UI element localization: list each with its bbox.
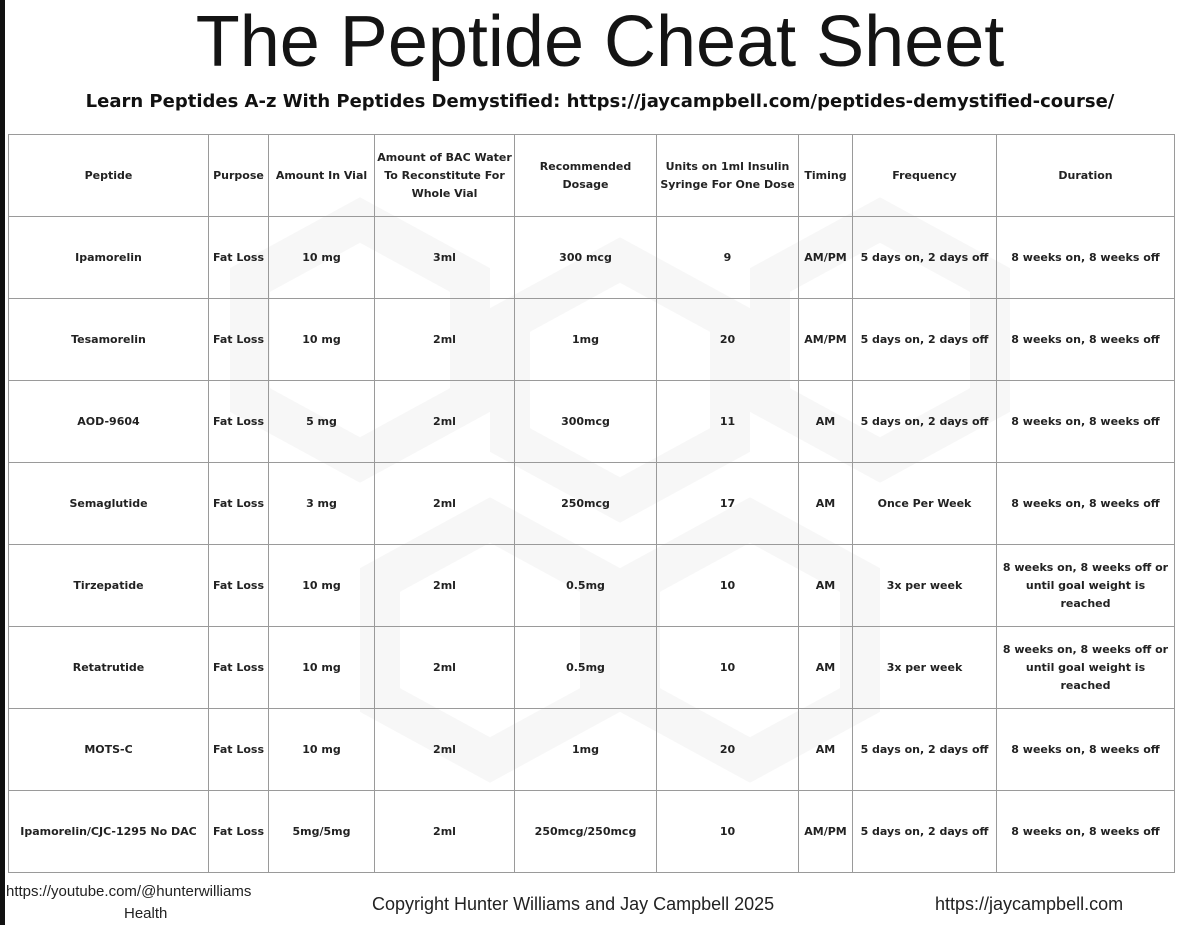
cell-frequency: 5 days on, 2 days off <box>853 381 997 463</box>
cell-units: 10 <box>657 545 799 627</box>
table-row <box>9 545 1175 627</box>
header-peptide: Peptide <box>9 135 209 217</box>
cell-dosage: 1mg <box>515 299 657 381</box>
header-bac-water: Amount of BAC Water To Reconstitute For Whole Vial <box>375 135 515 217</box>
cell-frequency: 5 days on, 2 days off <box>853 791 997 873</box>
cell-timing: AM <box>799 463 853 545</box>
cell-frequency: 3x per week <box>853 545 997 627</box>
cell-peptide: Tesamorelin <box>9 299 209 381</box>
cell-purpose: Fat Loss <box>209 627 269 709</box>
cell-peptide: Ipamorelin <box>9 217 209 299</box>
cell-duration: 8 weeks on, 8 weeks off or until goal weight is reached <box>997 545 1175 627</box>
cell-amount-in-vial: 10 mg <box>269 299 375 381</box>
cell-duration: 8 weeks on, 8 weeks off <box>997 709 1175 791</box>
footer-youtube-url: https://youtube.com/@hunterwilliams <box>6 883 252 900</box>
cell-bac-water: 3ml <box>375 217 515 299</box>
cell-dosage: 250mcg <box>515 463 657 545</box>
cell-dosage: 300mcg <box>515 381 657 463</box>
cell-timing: AM <box>799 381 853 463</box>
cell-amount-in-vial: 10 mg <box>269 545 375 627</box>
table-body <box>9 217 1175 873</box>
cell-units: 9 <box>657 217 799 299</box>
header-purpose: Purpose <box>209 135 269 217</box>
cell-bac-water: 2ml <box>375 545 515 627</box>
peptide-table <box>8 134 1175 873</box>
cell-units: 11 <box>657 381 799 463</box>
cell-duration: 8 weeks on, 8 weeks off <box>997 217 1175 299</box>
cell-peptide: Ipamorelin/CJC-1295 No DAC <box>9 791 209 873</box>
cell-bac-water: 2ml <box>375 709 515 791</box>
header-amount-in-vial: Amount In Vial <box>269 135 375 217</box>
cell-peptide: Tirzepatide <box>9 545 209 627</box>
cell-duration: 8 weeks on, 8 weeks off <box>997 791 1175 873</box>
cell-duration: 8 weeks on, 8 weeks off <box>997 463 1175 545</box>
cell-timing: AM/PM <box>799 299 853 381</box>
cell-peptide: Semaglutide <box>9 463 209 545</box>
cell-units: 20 <box>657 299 799 381</box>
cell-units: 17 <box>657 463 799 545</box>
table-row <box>9 381 1175 463</box>
cell-amount-in-vial: 10 mg <box>269 217 375 299</box>
cell-purpose: Fat Loss <box>209 791 269 873</box>
cell-frequency: 5 days on, 2 days off <box>853 299 997 381</box>
cell-frequency: 5 days on, 2 days off <box>853 217 997 299</box>
header-duration: Duration <box>997 135 1175 217</box>
table-row <box>9 463 1175 545</box>
header-recommended-dosage: Recommended Dosage <box>515 135 657 217</box>
cell-purpose: Fat Loss <box>209 217 269 299</box>
cell-amount-in-vial: 5 mg <box>269 381 375 463</box>
cell-units: 10 <box>657 791 799 873</box>
footer-youtube-suffix: Health <box>124 905 168 922</box>
cell-bac-water: 2ml <box>375 627 515 709</box>
cell-amount-in-vial: 5mg/5mg <box>269 791 375 873</box>
cell-timing: AM <box>799 627 853 709</box>
cell-dosage: 300 mcg <box>515 217 657 299</box>
table-row <box>9 627 1175 709</box>
cell-dosage: 0.5mg <box>515 545 657 627</box>
cell-units: 10 <box>657 627 799 709</box>
cell-purpose: Fat Loss <box>209 381 269 463</box>
cell-bac-water: 2ml <box>375 791 515 873</box>
header-units: Units on 1ml Insulin Syringe For One Dose <box>657 135 799 217</box>
cell-timing: AM <box>799 545 853 627</box>
cell-amount-in-vial: 3 mg <box>269 463 375 545</box>
cell-duration: 8 weeks on, 8 weeks off <box>997 299 1175 381</box>
table-row <box>9 791 1175 873</box>
cell-purpose: Fat Loss <box>209 545 269 627</box>
table-row <box>9 217 1175 299</box>
cell-timing: AM/PM <box>799 217 853 299</box>
table-row <box>9 709 1175 791</box>
cell-timing: AM/PM <box>799 791 853 873</box>
cell-bac-water: 2ml <box>375 463 515 545</box>
cell-bac-water: 2ml <box>375 381 515 463</box>
cell-dosage: 250mcg/250mcg <box>515 791 657 873</box>
cell-peptide: Retatrutide <box>9 627 209 709</box>
cell-peptide: AOD-9604 <box>9 381 209 463</box>
cell-peptide: MOTS-C <box>9 709 209 791</box>
footer-website-link: https://jaycampbell.com <box>935 894 1124 914</box>
cell-duration: 8 weeks on, 8 weeks off <box>997 381 1175 463</box>
page-title: The Peptide Cheat Sheet <box>195 2 1005 82</box>
table-header-row <box>9 135 1175 217</box>
cell-bac-water: 2ml <box>375 299 515 381</box>
cell-frequency: 5 days on, 2 days off <box>853 709 997 791</box>
cell-dosage: 1mg <box>515 709 657 791</box>
cell-units: 20 <box>657 709 799 791</box>
cell-duration: 8 weeks on, 8 weeks off or until goal weight is reached <box>997 627 1175 709</box>
cell-amount-in-vial: 10 mg <box>269 627 375 709</box>
table-row <box>9 299 1175 381</box>
cell-purpose: Fat Loss <box>209 709 269 791</box>
cell-amount-in-vial: 10 mg <box>269 709 375 791</box>
footer-copyright: Copyright Hunter Williams and Jay Campbell 2025 <box>372 894 775 914</box>
cell-purpose: Fat Loss <box>209 299 269 381</box>
left-edge-bar <box>0 0 5 925</box>
cell-dosage: 0.5mg <box>515 627 657 709</box>
cell-purpose: Fat Loss <box>209 463 269 545</box>
footer-youtube-link <box>6 881 306 925</box>
header-timing: Timing <box>799 135 853 217</box>
header-frequency: Frequency <box>853 135 997 217</box>
cell-timing: AM <box>799 709 853 791</box>
subtitle-course-link: Learn Peptides A-z With Peptides Demystified: https://jaycampbell.com/peptides-demystified-course/ <box>85 91 1115 112</box>
cell-frequency: Once Per Week <box>853 463 997 545</box>
cell-frequency: 3x per week <box>853 627 997 709</box>
